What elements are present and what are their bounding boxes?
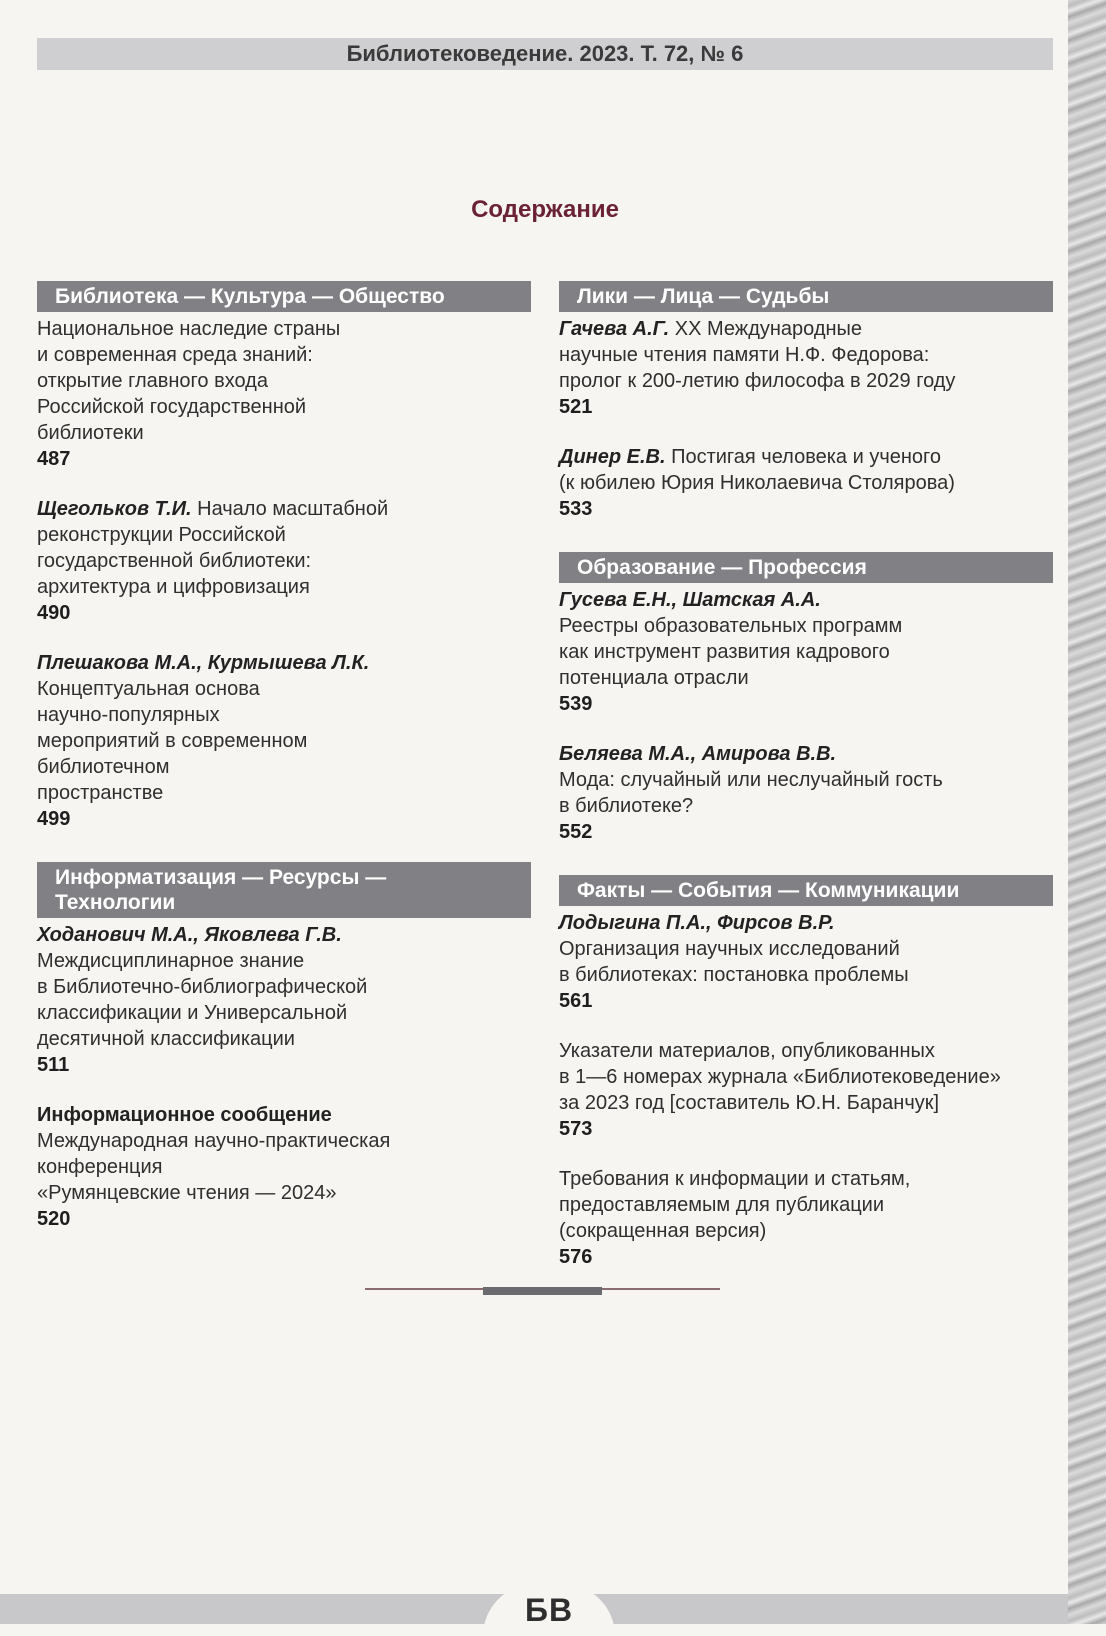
entry-page-number: 499 — [37, 808, 71, 830]
entry-author: Динер Е.В. — [559, 446, 666, 468]
entry-page-number: 539 — [559, 693, 593, 715]
section-spacer — [559, 1294, 1053, 1300]
toc-entry — [559, 316, 1053, 420]
entry-title-line: библиотечном — [37, 756, 170, 778]
entry-title-line: в 1—6 номерах журнала «Библиотековедение» — [559, 1066, 1001, 1088]
section-header: Библиотека — Культура — Общество — [37, 281, 531, 312]
toc-entry — [37, 1102, 531, 1232]
section-header: Лики — Лица — Судьбы — [559, 281, 1053, 312]
entry-title-line: XX Международные — [669, 318, 863, 340]
section-header — [37, 862, 531, 918]
entry-title-line: (к юбилею Юрия Николаевича Столярова) — [559, 472, 955, 494]
entry-title-line: Российской государственной — [37, 396, 307, 418]
toc-entry — [559, 1166, 1053, 1270]
page-edge-decoration — [1068, 0, 1106, 1624]
entry-title-line: в библиотеках: постановка проблемы — [559, 964, 909, 986]
entry-title-line: классификации и Универсальной — [37, 1002, 348, 1024]
entry-title-line: Постигая человека и ученого — [665, 446, 942, 468]
entry-title-line: Национальное наследие страны — [37, 318, 341, 340]
entry-author: Ходанович М.А., Яковлева Г.В. — [37, 924, 342, 946]
entry-title-line: научные чтения памяти Н.Ф. Федорова: — [559, 344, 930, 366]
entry-title-line: (сокращенная версия) — [559, 1220, 767, 1242]
section-header-line: Технологии — [55, 891, 176, 914]
entry-title-line: в библиотеке? — [559, 795, 694, 817]
entry-author: Гачева А.Г. — [559, 318, 670, 340]
toc-entry — [37, 316, 531, 472]
entry-page-number: 521 — [559, 396, 593, 418]
entry-title-line: Требования к информации и статьям, — [559, 1168, 911, 1190]
entry-title-line: Организация научных исследований — [559, 938, 900, 960]
entry-title-line: за 2023 год [составитель Ю.Н. Баранчук] — [559, 1092, 940, 1114]
entry-first-line — [559, 316, 1053, 342]
toc-entry — [37, 496, 531, 626]
entry-title-line: Мода: случайный или неслучайный гость — [559, 769, 943, 791]
entry-title-line: пролог к 200-летию философа в 2029 году — [559, 370, 956, 392]
entry-page-number: 561 — [559, 990, 593, 1012]
entry-page-number: 552 — [559, 821, 593, 843]
entry-page-number: 576 — [559, 1246, 593, 1268]
section-header-line: Информатизация — Ресурсы — — [55, 866, 387, 889]
footer-logo: БВ — [483, 1584, 615, 1636]
entry-title-line: Междисциплинарное знание — [37, 950, 305, 972]
entry-title-line: научно-популярных — [37, 704, 220, 726]
toc-entry — [559, 910, 1053, 1014]
left-column — [37, 281, 531, 1262]
entry-page-number: 490 — [37, 602, 71, 624]
entry-title-line: Реестры образовательных программ — [559, 615, 903, 637]
toc-entry — [559, 741, 1053, 845]
entry-title-line: потенциала отрасли — [559, 667, 749, 689]
entry-title-line: архитектура и цифровизация — [37, 576, 310, 598]
entry-title-line: Начало масштабной — [191, 498, 389, 520]
entry-title-line: государственной библиотеки: — [37, 550, 312, 572]
journal-header — [37, 38, 1053, 70]
entry-page-number: 573 — [559, 1118, 593, 1140]
entry-page-number: 487 — [37, 448, 71, 470]
journal-title: Библиотековедение. 2023. Т. 72, № 6 — [346, 41, 744, 66]
entry-title-line: пространстве — [37, 782, 164, 804]
entry-title-line: как инструмент развития кадрового — [559, 641, 890, 663]
entry-author: Лодыгина П.А., Фирсов В.Р. — [559, 912, 835, 934]
toc-entry — [37, 922, 531, 1078]
entry-title-line: в Библиотечно-библиографической — [37, 976, 368, 998]
entry-page-number: 511 — [37, 1054, 70, 1076]
entry-author: Гусева Е.Н., Шатская А.А. — [559, 589, 821, 611]
toc-entry — [37, 650, 531, 832]
entry-author: Беляева М.А., Амирова В.В. — [559, 743, 837, 765]
entry-title-line: конференция — [37, 1156, 163, 1178]
entry-page-number: 520 — [37, 1208, 71, 1230]
toc-entry — [559, 587, 1053, 717]
entry-title-line: открытие главного входа — [37, 370, 268, 392]
page-title: Содержание — [471, 196, 619, 223]
entry-caption: Информационное сообщение — [37, 1104, 332, 1126]
entry-title-line: библиотеки — [37, 422, 144, 444]
bottom-divider-mark — [483, 1287, 602, 1295]
entry-title-line: предоставляемым для публикации — [559, 1194, 884, 1216]
right-column — [559, 281, 1053, 1300]
section-spacer — [37, 1256, 531, 1262]
entry-title-line: десятичной классификации — [37, 1028, 295, 1050]
entry-title-line: Концептуальная основа — [37, 678, 260, 700]
entry-title-line: реконструкции Российской — [37, 524, 286, 546]
entry-title-line: и современная среда знаний: — [37, 344, 313, 366]
section-header: Образование — Профессия — [559, 552, 1053, 583]
entry-author: Щегольков Т.И. — [37, 498, 192, 520]
entry-page-number: 533 — [559, 498, 593, 520]
entry-title-line: Указатели материалов, опубликованных — [559, 1040, 935, 1062]
toc-entry — [559, 444, 1053, 522]
section-header: Факты — События — Коммуникации — [559, 875, 1053, 906]
entry-author: Плешакова М.А., Курмышева Л.К. — [37, 652, 370, 674]
entry-title-line: «Румянцевские чтения — 2024» — [37, 1182, 337, 1204]
entry-first-line — [37, 496, 531, 522]
toc-entry — [559, 1038, 1053, 1142]
entry-title-line: Международная научно-практическая — [37, 1130, 391, 1152]
entry-first-line — [559, 444, 1053, 470]
entry-title-line: мероприятий в современном — [37, 730, 308, 752]
